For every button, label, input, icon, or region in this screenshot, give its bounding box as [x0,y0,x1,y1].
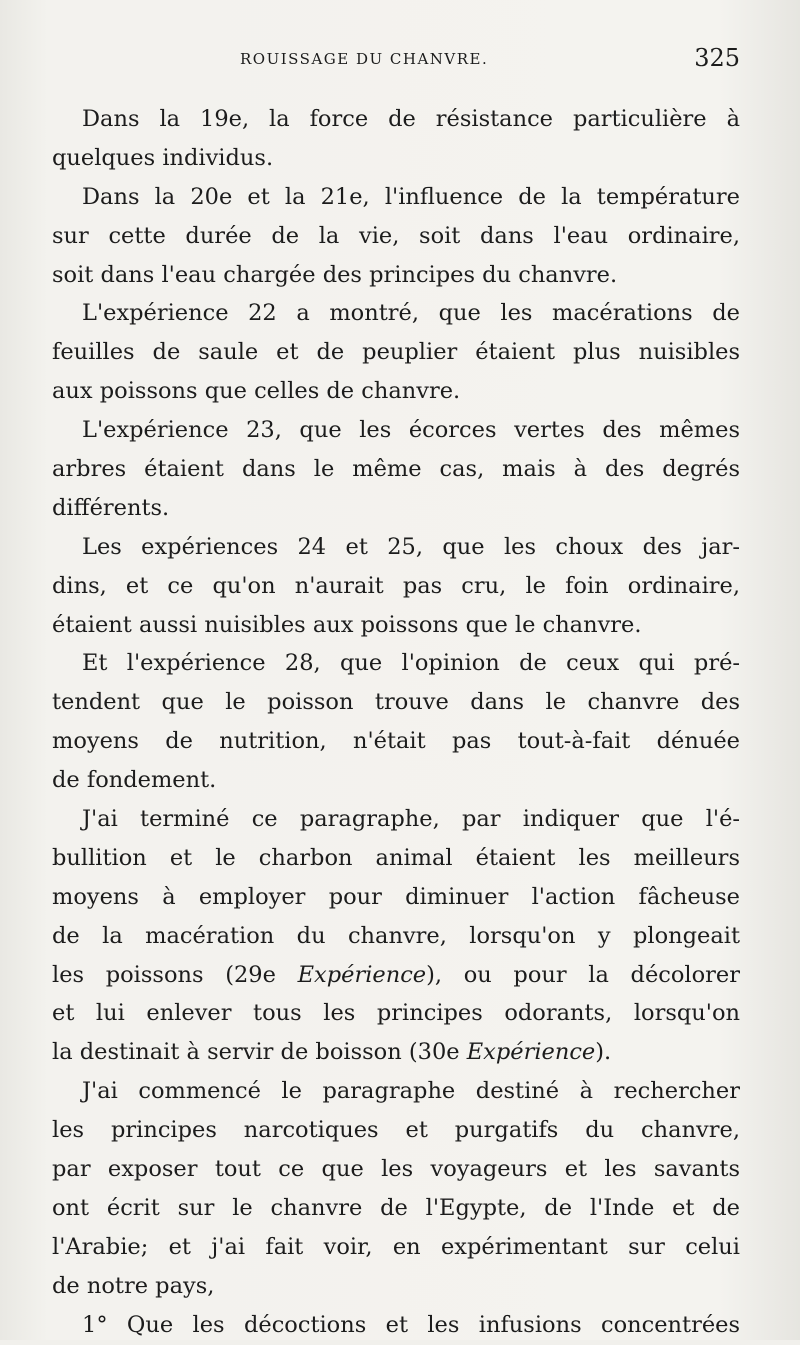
text-line: Dans la 20e et la 21e, l'influence de la température [82,183,740,210]
text-line: L'expérience 22 a montré, que les macérations de [82,300,740,327]
text-line: feuilles de saule et de peuplier étaient plus nuisibles [52,339,740,366]
text-line: tendent que le poisson trouve dans le chanvre des [52,689,740,716]
text-line: de la macération du chanvre, lorsqu'on y plongeait [52,922,740,949]
text-line: les poissons (29e Expérience), ou pour la décolorer [52,961,740,988]
page-header [52,44,740,74]
text-line: J'ai commencé le paragraphe destiné à rechercher [82,1078,740,1105]
text-line: aux poissons que celles de chanvre. [52,378,461,405]
text-line: de notre pays, [52,1272,215,1299]
text-line: J'ai terminé ce paragraphe, par indiquer que l'é- [82,806,740,833]
text-line: quelques individus. [52,144,274,171]
text-line: ont écrit sur le chanvre de l'Egypte, de l'Inde et de [52,1194,740,1221]
text-line: arbres étaient dans le même cas, mais à des degrés [52,456,740,483]
text-line: différents. [52,494,170,521]
text-line: Dans la 19e, la force de résistance particulière à [82,106,740,132]
running-title: ROUISSAGE DU CHANVRE. [240,50,489,68]
text-line: la destinait à servir de boisson (30e Expérience). [52,1039,612,1066]
text-line: dins, et ce qu'on n'aurait pas cru, le foin ordinaire, [52,572,740,599]
text-line: sur cette durée de la vie, soit dans l'eau ordinaire, [52,222,740,249]
body-text [52,100,740,1345]
text-line: de fondement. [52,767,217,794]
text-line: L'expérience 23, que les écorces vertes des mêmes [82,417,740,444]
text-line: Les expériences 24 et 25, que les choux des jar- [82,533,740,560]
text-line: moyens de nutrition, n'était pas tout-à-fait dénuée [52,728,740,755]
text-line: les principes narcotiques et purgatifs du chanvre, [52,1117,740,1144]
page-number: 325 [694,44,740,72]
text-line: Et l'expérience 28, que l'opinion de ceux qui pré- [82,650,740,677]
text-line: soit dans l'eau chargée des principes du chanvre. [52,261,618,288]
text-line: étaient aussi nuisibles aux poissons que le chanvre. [52,611,642,638]
text-line: bullition et le charbon animal étaient les meilleurs [52,844,740,871]
text-line: par exposer tout ce que les voyageurs et les savants [52,1156,740,1183]
text-line: 1° Que les décoctions et les infusions concentrées [82,1311,740,1338]
text-line: moyens à employer pour diminuer l'action fâcheuse [52,883,740,910]
text-line: l'Arabie; et j'ai fait voir, en expérimentant sur celui [52,1233,740,1260]
text-line: et lui enlever tous les principes odorants, lorsqu'on [52,1000,740,1027]
